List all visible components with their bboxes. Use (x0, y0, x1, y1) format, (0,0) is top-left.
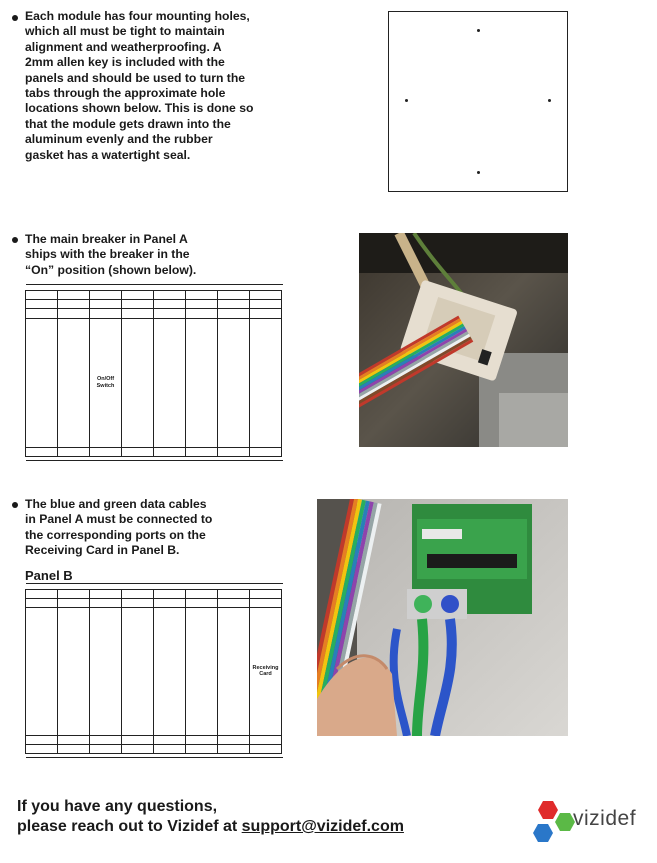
main-breaker-text: The main breaker in Panel A ships with the breaker in the “On” position (shown below). (25, 232, 197, 277)
mounting-hole-bottom (477, 171, 480, 174)
footer-question-line: If you have any questions, (17, 798, 218, 815)
panel-b-title: Panel B (25, 568, 73, 583)
vizidef-brand-name: vizidef (573, 807, 637, 830)
mounting-hole-diagram (388, 11, 568, 192)
footer-contact-prefix: please reach out to Vizidef at (17, 818, 242, 835)
panel-b-grid (26, 583, 283, 758)
panel-a-grid (26, 284, 283, 461)
footer-contact-line (17, 817, 404, 837)
data-cables-text: The blue and green data cables in Panel A must be connected to the corresponding ports on the Receiving Card in Panel B. (25, 497, 213, 558)
on-off-switch-cell: On/Off Switch (90, 318, 122, 447)
bullet-1 (12, 15, 18, 21)
vizidef-logo (529, 800, 649, 848)
mounting-holes-text: Each module has four mounting holes, which all must be tight to maintain alignment and weatherproofing. A 2mm allen key is included with the panels and should be used to turn the tabs through the approximate hole locations shown below. This is done so that the module gets drawn into the aluminum evenly and the rubber gasket has a watertight seal. (25, 9, 254, 162)
receiving-card-photo (317, 499, 568, 736)
receiving-card-cell: Receiving Card (250, 608, 282, 736)
breaker-photo (359, 233, 568, 447)
bullet-3 (12, 502, 18, 508)
bullet-2 (12, 237, 18, 243)
mounting-hole-right (548, 99, 551, 102)
mounting-hole-left (405, 99, 408, 102)
mounting-hole-top (477, 29, 480, 32)
support-email-link[interactable]: support@vizidef.com (241, 818, 404, 835)
